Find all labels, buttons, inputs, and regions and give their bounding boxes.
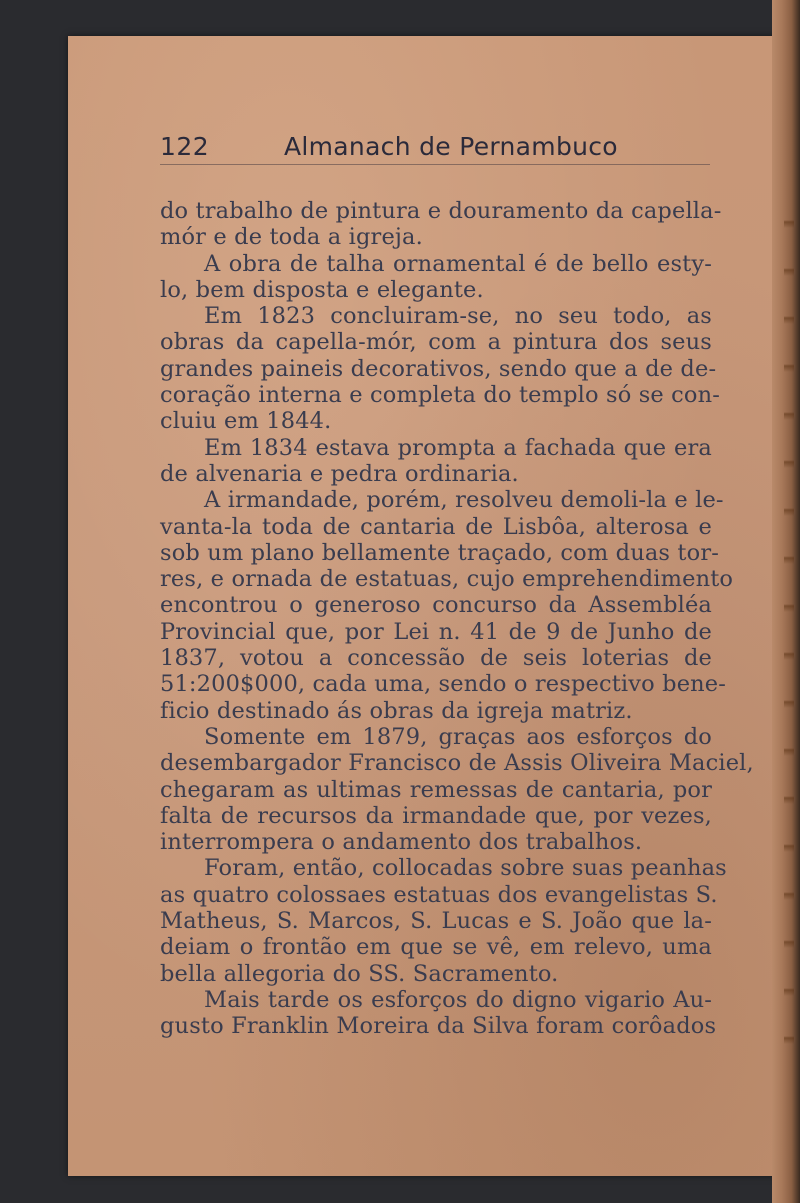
body-text (160, 198, 754, 1040)
text-line: bella allegoria do SS. Sacramento. (160, 960, 559, 987)
text-line: mór e de toda a igreja. (160, 224, 423, 251)
text-line: Somente em 1879, graças aos esforços do (204, 723, 712, 750)
text-line: Foram, então, collocadas sobre suas peanhas (204, 855, 727, 882)
text-line: sob um plano bellamente traçado, com duas tor- (160, 539, 719, 566)
text-line: coração interna e completa do templo só se con- (160, 382, 721, 409)
text-line: lo, bem disposta e elegante. (160, 276, 484, 303)
text-line: Matheus, S. Marcos, S. Lucas e S. João que la- (160, 908, 712, 935)
text-line: A obra de talha ornamental é de bello esty- (204, 250, 712, 277)
text-line: encontrou o generoso concurso da Assembléa (160, 592, 712, 619)
text-line: res, e ornada de estatuas, cujo emprehendimento (160, 566, 734, 593)
text-line: chegaram as ultimas remessas de cantaria, por (160, 776, 712, 803)
header-rule (160, 164, 710, 165)
text-line: vanta-la toda de cantaria de Lisbôa, alterosa e (160, 513, 712, 540)
page-edge-stack (772, 0, 800, 1203)
text-line: A irmandade, porém, resolveu demoli-la e le- (204, 487, 724, 514)
text-line: Em 1823 concluiram-se, no seu todo, as (204, 303, 712, 330)
edge-marks (784, 180, 794, 1080)
text-line: falta de recursos da irmandade que, por vezes, (160, 802, 712, 829)
text-line: as quatro colossaes estatuas dos evangelistas S. (160, 881, 718, 908)
text-line: grandes paineis decorativos, sendo que a de de- (160, 355, 717, 382)
text-line: 1837, votou a concessão de seis loterias de (160, 645, 712, 672)
page-header (160, 132, 710, 172)
text-line: obras da capella-mór, com a pintura dos seus (160, 329, 712, 356)
text-line: ficio destinado ás obras da igreja matriz. (160, 697, 633, 724)
text-line: 51:200$000, cada uma, sendo o respectivo bene- (160, 671, 727, 698)
text-line: Mais tarde os esforços do digno vigario Au- (204, 986, 712, 1013)
text-line: deiam o frontão em que se vê, em relevo, uma (160, 934, 712, 961)
text-line: desembargador Francisco de Assis Oliveira Maciel, (160, 750, 754, 777)
text-line: Em 1834 estava prompta a fachada que era (204, 434, 712, 461)
text-line: Provincial que, por Lei n. 41 de 9 de Junho de (160, 618, 712, 645)
text-line: do trabalho de pintura e douramento da capella- (160, 198, 722, 224)
page-number: 122 (160, 132, 210, 161)
text-line: de alvenaria e pedra ordinaria. (160, 460, 519, 487)
text-line: cluiu em 1844. (160, 408, 332, 435)
text-line: interrompera o andamento dos trabalhos. (160, 829, 643, 856)
running-title: Almanach de Pernambuco (284, 132, 618, 161)
text-line: gusto Franklin Moreira da Silva foram corôados (160, 1013, 717, 1040)
